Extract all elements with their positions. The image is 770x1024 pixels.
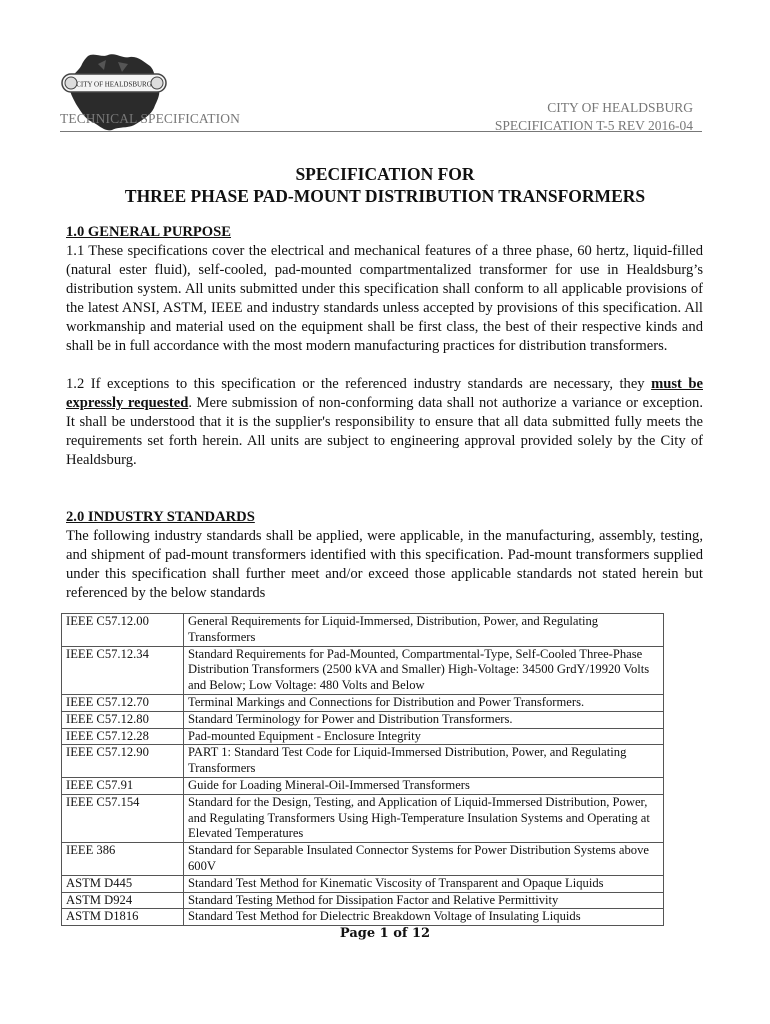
table-row: [62, 694, 664, 711]
standard-description: Standard for Separable Insulated Connector Systems for Power Distribution Systems above 600V: [184, 843, 664, 876]
title-line-1: SPECIFICATION FOR: [295, 164, 475, 184]
standards-table: [61, 613, 664, 926]
standard-description: Pad-mounted Equipment - Enclosure Integrity: [184, 728, 664, 745]
section-general-purpose: [66, 223, 703, 470]
table-row: [62, 711, 664, 728]
table-row: [62, 728, 664, 745]
standard-code: IEEE C57.12.70: [62, 694, 184, 711]
table-row: [62, 777, 664, 794]
table-row: [62, 875, 664, 892]
standard-code: ASTM D924: [62, 892, 184, 909]
header-left-label: TECHNICAL SPECIFICATION: [60, 111, 240, 126]
header-right-block: [495, 99, 693, 135]
standard-code: IEEE C57.12.90: [62, 745, 184, 778]
standard-description: Standard for the Design, Testing, and Application of Liquid-Immersed Distribution, Power, and Regulating Transformers Using High-Temperature Insulation Systems and Operating at Elevated Temperatures: [184, 794, 664, 842]
paragraph-1-1: 1.1 These specifications cover the electrical and mechanical features of a three phase, 60 hertz, liquid-filled (natural ester fluid), self-cooled, pad-mounted compartmentalized transformer for use in Healdsburg’s distribution system. All units submitted under this specification shall conform to all applicable provisions of the latest ANSI, ASTM, IEEE and industry standards unless accepted by provisions of this specification. All workmanship and material used on the equipment shall be first class, the best of their respective kinds and shall be in full accordance with the most modern manufacturing practices for distribution transformers.: [66, 243, 703, 354]
header-rule: [60, 131, 702, 132]
paragraph-1-2-start: 1.2 If exceptions to this specification or the referenced industry standards are necessary, they: [66, 376, 652, 392]
table-row: [62, 745, 664, 778]
section-industry-standards: [66, 508, 703, 603]
paragraph-1-2: [66, 375, 703, 470]
paragraph-1-2-emphasis: must be expressly requested: [66, 376, 703, 411]
standard-code: IEEE C57.12.00: [62, 614, 184, 647]
section-2-heading: 2.0 INDUSTRY STANDARDS: [66, 509, 255, 525]
standard-code: IEEE C57.154: [62, 794, 184, 842]
standard-description: Standard Requirements for Pad-Mounted, Compartmental-Type, Self-Cooled Three-Phase Distribution Transformers (2500 kVA and Smaller) High-Voltage: 34500 GrdY/19920 Volts and Below; Low Voltage: 480 Volts and Below: [184, 646, 664, 694]
standard-description: Standard Testing Method for Dissipation Factor and Relative Permittivity: [184, 892, 664, 909]
standard-code: IEEE 386: [62, 843, 184, 876]
table-row: [62, 646, 664, 694]
standard-code: ASTM D445: [62, 875, 184, 892]
paragraph-1-2-end: . Mere submission of non-conforming data shall not authorize a variance or exception. It shall be understood that it is the supplier's responsibility to ensure that all data submitted fully meets the requirements set forth herein. All units are subject to engineering approval provided solely by the City of Healdsburg.: [66, 395, 703, 468]
standard-description: Standard Test Method for Dielectric Breakdown Voltage of Insulating Liquids: [184, 909, 664, 926]
standard-code: IEEE C57.12.80: [62, 711, 184, 728]
title-line-2: THREE PHASE PAD-MOUNT DISTRIBUTION TRANSFORMERS: [124, 186, 646, 206]
table-row: [62, 909, 664, 926]
document-title: [0, 163, 770, 207]
standard-description: General Requirements for Liquid-Immersed, Distribution, Power, and Regulating Transformers: [184, 614, 664, 647]
standard-description: Standard Test Method for Kinematic Viscosity of Transparent and Opaque Liquids: [184, 875, 664, 892]
standard-description: Guide for Loading Mineral-Oil-Immersed Transformers: [184, 777, 664, 794]
page-number: Page 1 of 12: [339, 926, 431, 941]
section-1-heading: 1.0 GENERAL PURPOSE: [66, 224, 232, 240]
standard-code: IEEE C57.12.34: [62, 646, 184, 694]
standard-code: IEEE C57.12.28: [62, 728, 184, 745]
seal-text: CITY OF HEALDSBURG: [76, 80, 152, 89]
standard-description: PART 1: Standard Test Code for Liquid-Immersed Distribution, Power, and Regulating Transformers: [184, 745, 664, 778]
table-row: [62, 614, 664, 647]
header-spec-number: SPECIFICATION T-5 REV 2016-04: [494, 118, 693, 133]
header-city: CITY OF HEALDSBURG: [547, 100, 693, 115]
standard-description: Standard Terminology for Power and Distribution Transformers.: [184, 711, 664, 728]
standard-code: ASTM D1816: [62, 909, 184, 926]
standard-description: Terminal Markings and Connections for Distribution and Power Transformers.: [184, 694, 664, 711]
table-row: [62, 843, 664, 876]
standard-code: IEEE C57.91: [62, 777, 184, 794]
paragraph-2-intro: The following industry standards shall be applied, were applicable, in the manufacturing, assembly, testing, and shipment of pad-mount transformers identified with this specification. Pad-mount transformers supplied under this specification shall further meet and/or exceed those applicable standards not stated herein but referenced by the below standards: [66, 528, 703, 601]
table-row: [62, 794, 664, 842]
table-row: [62, 892, 664, 909]
